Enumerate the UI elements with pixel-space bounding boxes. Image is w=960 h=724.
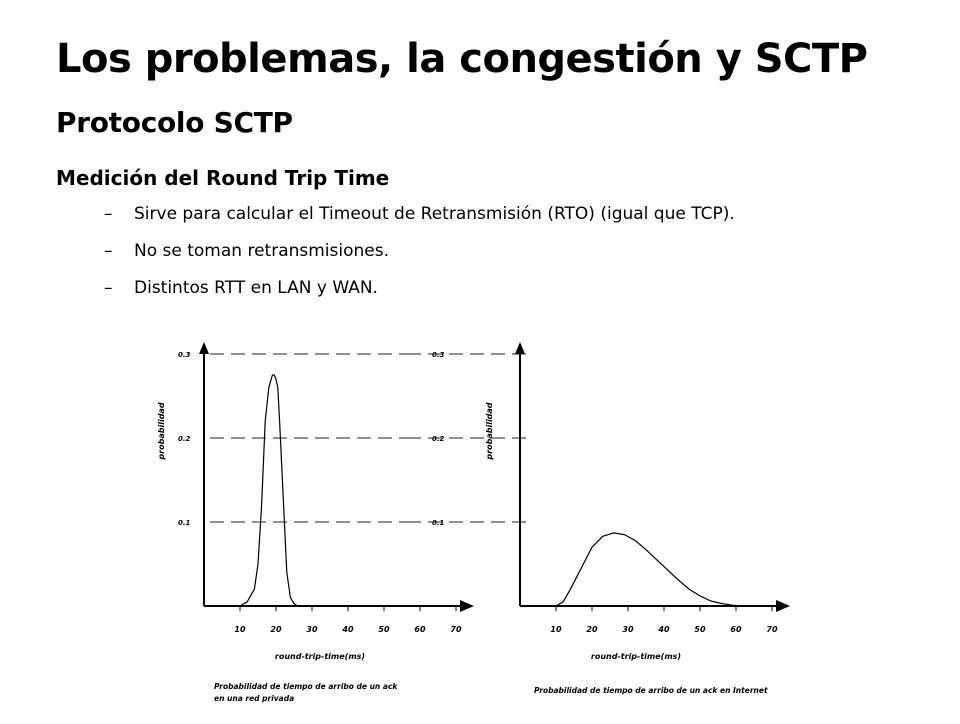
bullet-list — [104, 204, 735, 315]
bullet-item — [104, 241, 735, 278]
y-tick-label-right: 0.1 — [432, 519, 445, 527]
x-tick-label: 40 — [658, 625, 670, 634]
x-tick-label: 30 — [306, 625, 318, 634]
y-axis-arrow — [515, 342, 525, 354]
bullet-text: No se toman retransmisiones. — [134, 241, 389, 261]
x-tick-label: 70 — [450, 625, 462, 634]
chart-caption — [214, 682, 398, 703]
chart-caption — [534, 686, 768, 695]
x-tick-label: 60 — [730, 625, 742, 634]
charts-area — [148, 326, 802, 720]
slide-title: Los problemas, la congestión y SCTP — [56, 36, 868, 82]
x-tick-label: 20 — [270, 625, 282, 634]
y-tick-label: 0.1 — [178, 519, 191, 527]
x-tick-label: 10 — [234, 625, 246, 634]
bullet-text: Sirve para calcular el Timeout de Retransmisión (RTO) (igual que TCP). — [134, 204, 735, 224]
x-tick-label: 10 — [550, 625, 562, 634]
x-axis-arrow — [776, 600, 790, 612]
x-tick-label: 30 — [622, 625, 634, 634]
x-axis-label: round-trip-time(ms) — [590, 652, 682, 661]
chart-caption-line: en una red privada — [214, 694, 295, 703]
x-tick-label: 20 — [586, 625, 598, 634]
y-axis-label: probabilidad — [157, 402, 166, 460]
x-tick-label: 40 — [342, 625, 354, 634]
x-axis-label: round-trip-time(ms) — [274, 652, 366, 661]
chart-2 — [406, 342, 790, 695]
series-line-internet — [556, 533, 743, 606]
x-tick-label: 60 — [414, 625, 426, 634]
slide-subtitle: Protocolo SCTP — [56, 106, 293, 139]
x-tick-label: 70 — [766, 625, 778, 634]
chart-caption-line: Probabilidad de tiempo de arribo de un ack en Internet — [534, 686, 768, 695]
bullet-item — [104, 204, 735, 241]
chart-caption-line: Probabilidad de tiempo de arribo de un ack — [214, 682, 398, 691]
charts-svg — [148, 326, 802, 720]
y-tick-label-right: 0.2 — [432, 435, 445, 443]
chart-1 — [157, 342, 474, 703]
y-axis-label: probabilidad — [485, 402, 494, 460]
bullet-text: Distintos RTT en LAN y WAN. — [134, 278, 378, 298]
y-tick-label: 0.2 — [178, 435, 191, 443]
bullet-marker: – — [104, 204, 113, 224]
series-line-lan — [240, 375, 298, 606]
y-tick-label: 0.3 — [178, 351, 191, 359]
x-tick-label: 50 — [694, 625, 706, 634]
x-tick-label: 50 — [378, 625, 390, 634]
x-axis-arrow — [460, 600, 474, 612]
y-axis-arrow — [199, 342, 209, 354]
bullet-marker: – — [104, 241, 113, 261]
y-tick-label-right: 0.3 — [432, 351, 445, 359]
section-heading: Medición del Round Trip Time — [56, 166, 390, 190]
bullet-marker: – — [104, 278, 113, 298]
bullet-item — [104, 278, 735, 315]
